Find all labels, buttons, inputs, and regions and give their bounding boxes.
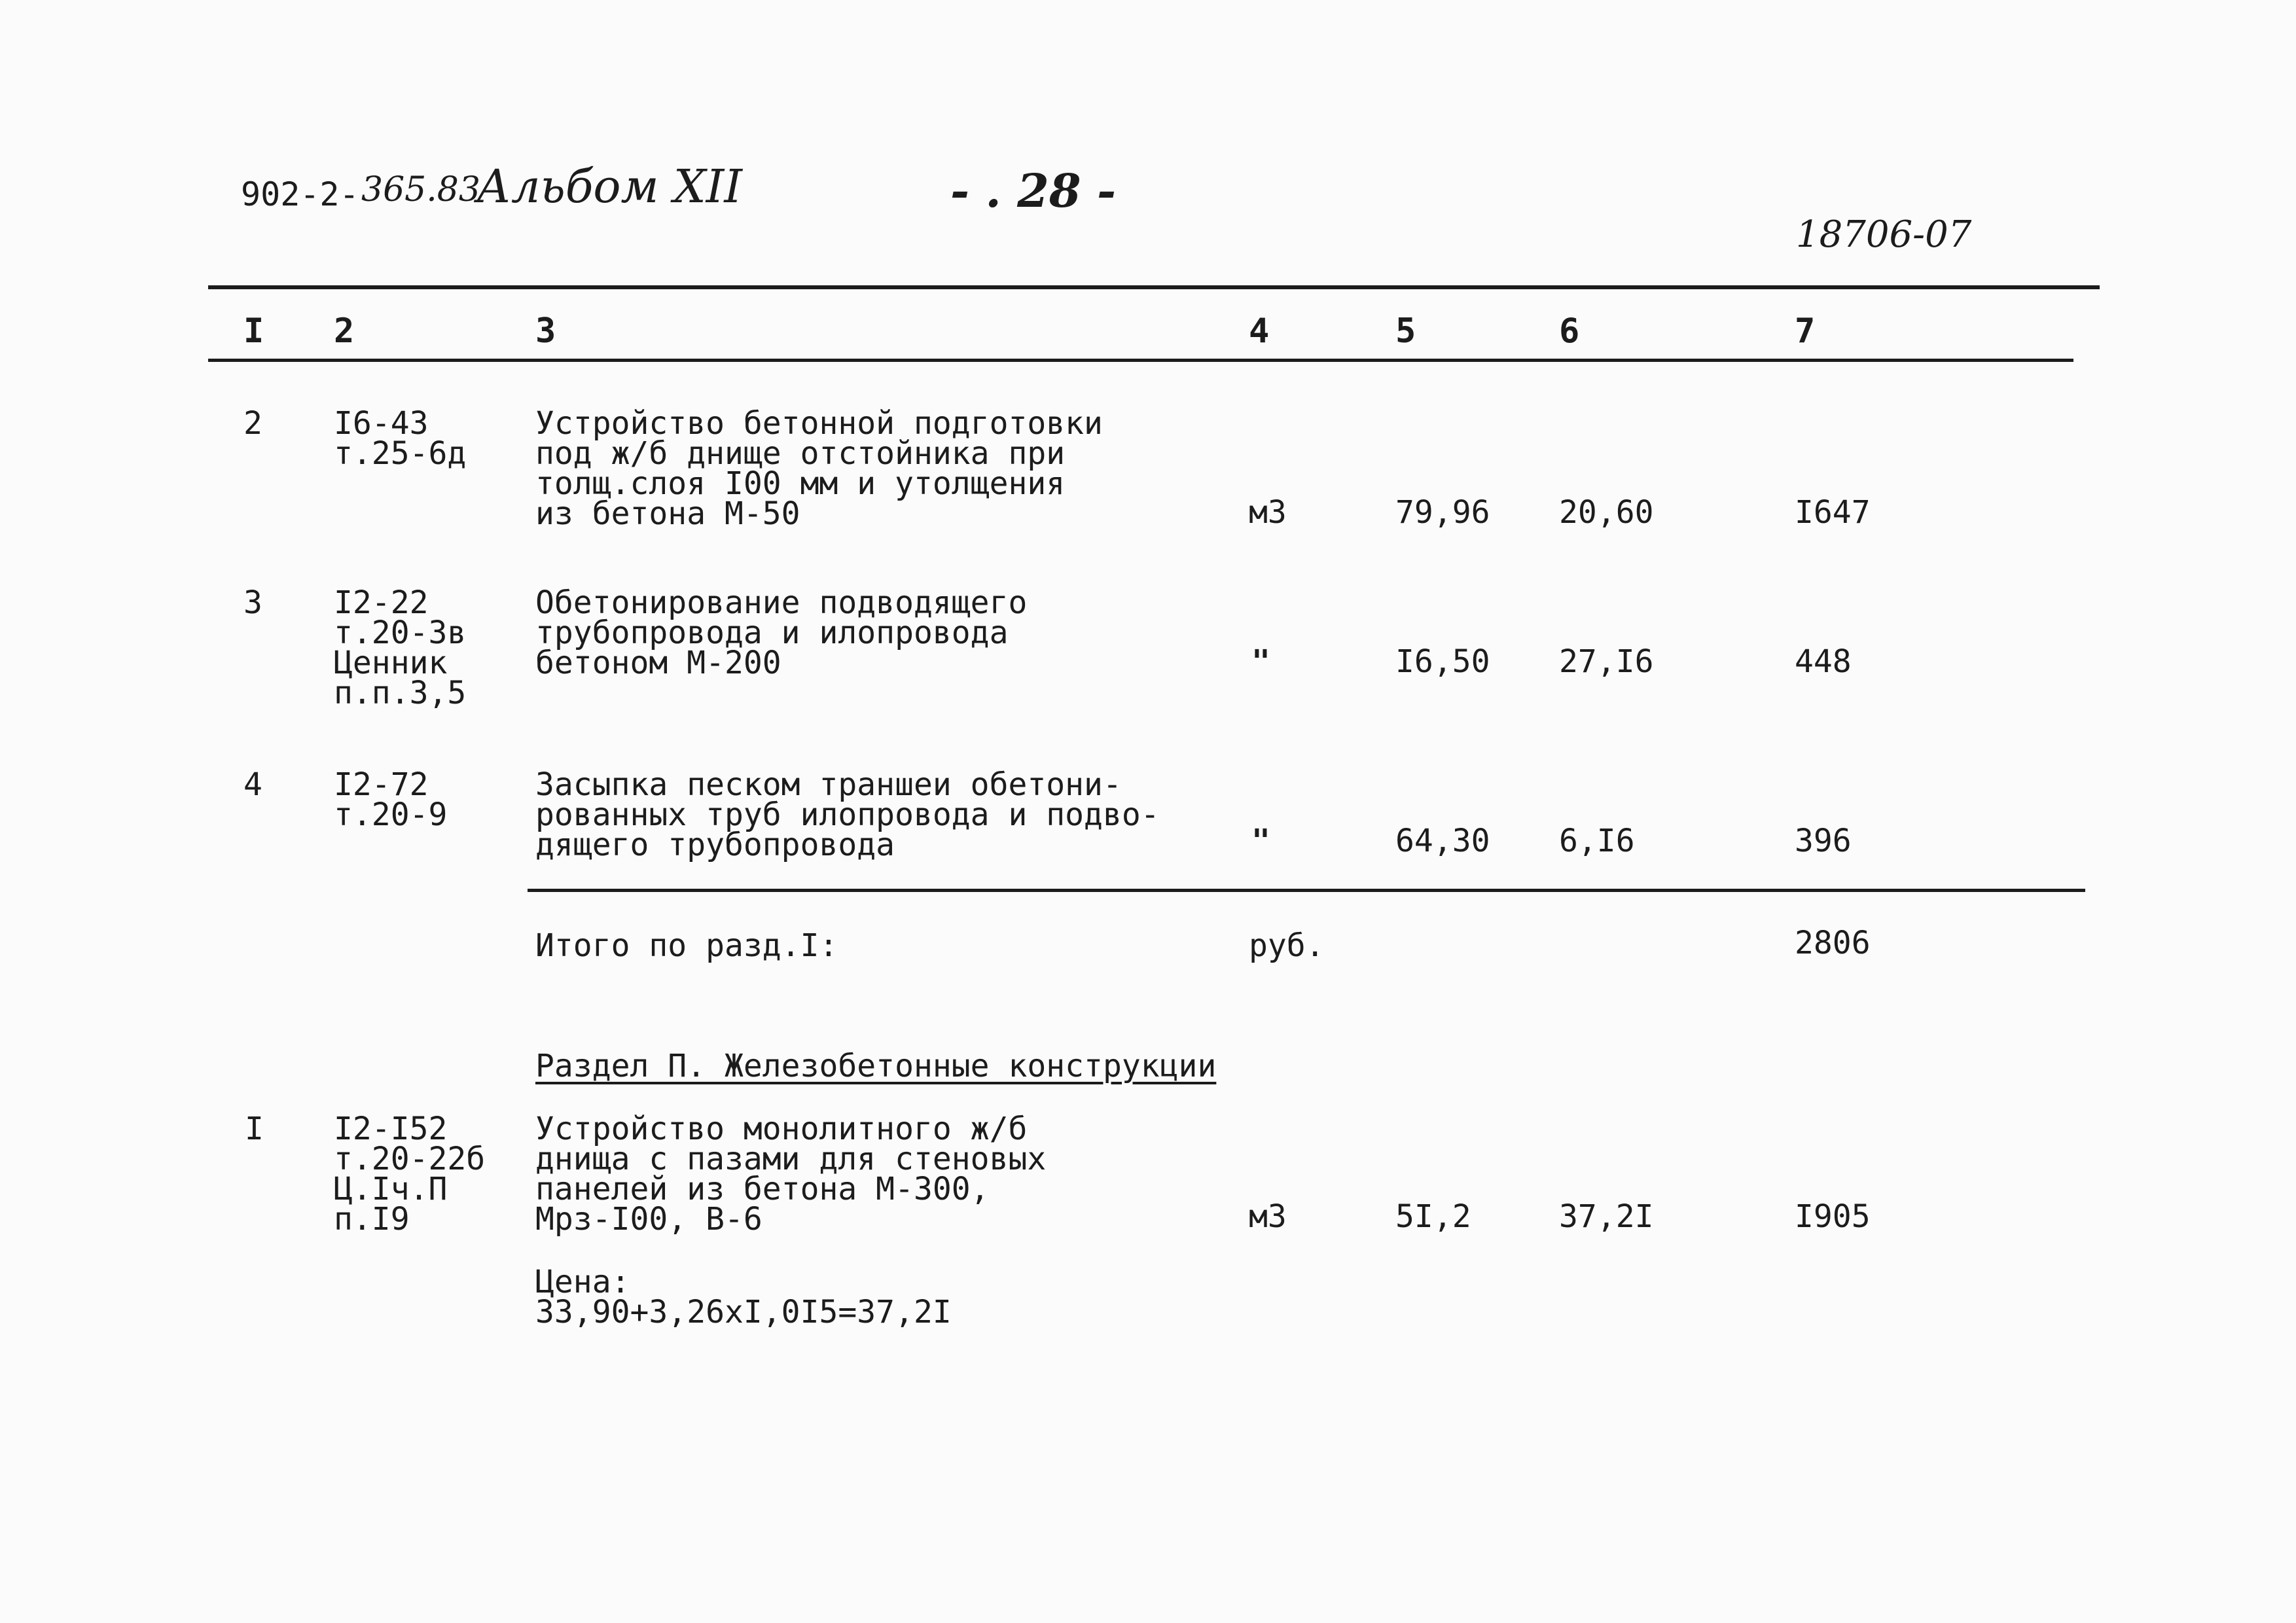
- col-header-6: 6: [1559, 312, 1580, 351]
- table-row-unit: м3: [1249, 494, 1287, 531]
- table-row-qty: 64,30: [1395, 823, 1490, 859]
- table-row-total: I905: [1795, 1198, 1871, 1235]
- table-row-qty: I6,50: [1395, 643, 1490, 680]
- table-row-num: 4: [243, 766, 262, 803]
- price-note-label: Цена:: [535, 1264, 630, 1300]
- table-row-qty: 79,96: [1395, 494, 1490, 531]
- page-number: - . 28 -: [950, 164, 1116, 218]
- table-row-total: 448: [1795, 643, 1852, 680]
- table-row-total: I647: [1795, 494, 1871, 531]
- table-row-price: 27,I6: [1559, 643, 1654, 680]
- col-header-1: I: [243, 312, 264, 351]
- table-row-price: 37,2I: [1559, 1198, 1654, 1235]
- col-header-5: 5: [1395, 312, 1416, 351]
- table-row-code: I2-72 т.20-9: [334, 766, 448, 833]
- table-row-total: 396: [1795, 823, 1852, 859]
- table-row-code: I2-I52 т.20-22б Ц.Iч.П п.I9: [334, 1111, 486, 1238]
- col-header-2: 2: [334, 312, 355, 351]
- subtotal-total: 2806: [1795, 925, 1871, 961]
- subtotal-label: Итого по разд.I:: [535, 927, 838, 964]
- table-row-unit: ": [1251, 643, 1270, 680]
- table-row-code: I6-43 т.25-6д: [334, 405, 467, 472]
- table-row-num: I: [245, 1111, 264, 1147]
- col-header-3: 3: [535, 312, 556, 351]
- table-row-price: 6,I6: [1559, 823, 1635, 859]
- table-row-price: 20,60: [1559, 494, 1654, 531]
- top-rule: [208, 285, 2100, 289]
- album-label: Альбом XII: [476, 160, 742, 213]
- doc-code: 902-2-: [241, 175, 359, 213]
- table-row-unit: м3: [1249, 1198, 1287, 1235]
- subtotal-rule: [528, 889, 2085, 892]
- col-header-7: 7: [1795, 312, 1816, 351]
- header-rule: [208, 359, 2073, 362]
- section-title: Раздел П. Железобетонные конструкции: [535, 1048, 1217, 1084]
- table-row-desc: Устройство монолитного ж/б днища с пазами для стеновых панелей из бетона М-300, Мрз-I00, В-6: [535, 1111, 1047, 1238]
- table-row-desc: Засыпка песком траншеи обетони- рованных труб илопровода и подво- дящего трубопровода: [535, 766, 1160, 863]
- table-row-desc: Обетонирование подводящего трубопровода и илопровода бетоном М-200: [535, 584, 1028, 681]
- table-row-num: 3: [243, 584, 262, 621]
- table-row-desc: Устройство бетонной подготовки под ж/б днище отстойника при толщ.слоя I00 мм и утолщения из бетона М-50: [535, 405, 1103, 532]
- sheet-ref: 18706-07: [1796, 213, 1972, 256]
- col-header-4: 4: [1249, 312, 1270, 351]
- table-row-num: 2: [243, 405, 262, 442]
- table-row-code: I2-22 т.20-3в Ценник п.п.3,5: [334, 584, 467, 711]
- price-note-formula: 33,90+3,26хI,0I5=37,2I: [535, 1294, 952, 1330]
- table-row-qty: 5I,2: [1395, 1198, 1471, 1235]
- table-row-unit: ": [1251, 823, 1270, 859]
- subtotal-unit: руб.: [1249, 927, 1325, 964]
- doc-code-handwritten: 365.83: [361, 170, 480, 209]
